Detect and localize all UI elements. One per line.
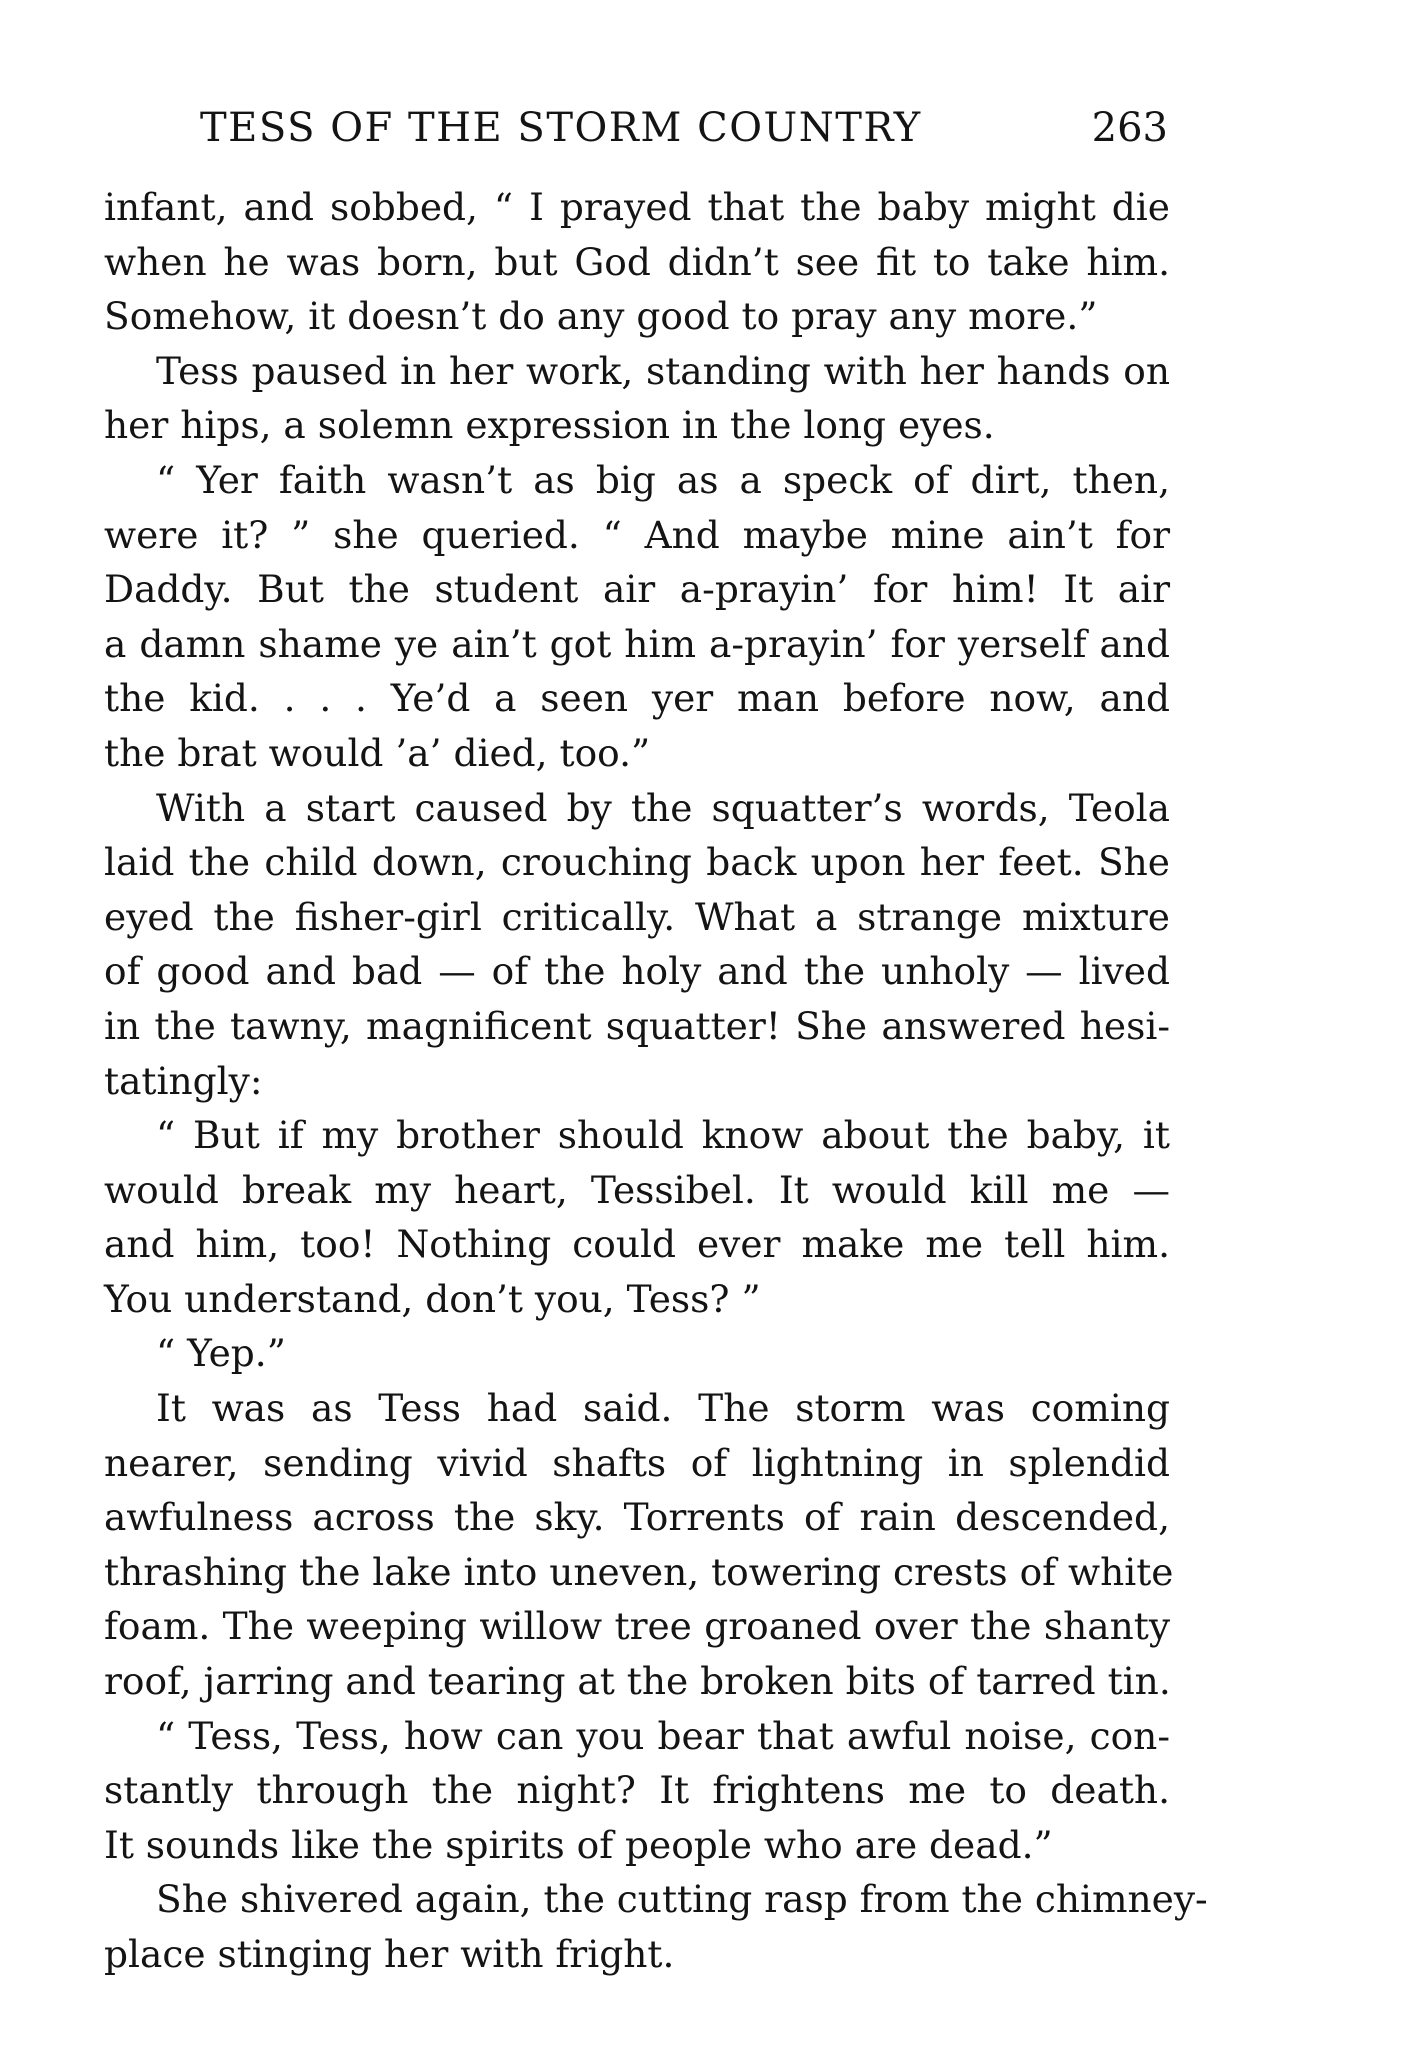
text-line: Somehow, it doesn’t do any good to pray any more.” [104,294,1098,339]
text-line: She shivered again, the cutting rasp from the chimney- [156,1877,1208,1922]
text-line: “ Yep.” [156,1331,286,1376]
running-head [200,98,1168,158]
running-title: TESS OF THE STORM COUNTRY [200,105,922,151]
page-number: 263 [1091,105,1168,151]
text-line: laid the child down, crouching back upon her feet. She [104,840,1170,885]
text-line: Daddy. But the student air a-prayin’ for him! It air [104,567,1170,612]
text-line: would break my heart, Tessibel. It would kill me — [104,1167,1170,1212]
text-line: stantly through the night? It frightens me to death. [104,1768,1170,1813]
text-line: the brat would ’a’ died, too.” [104,730,651,775]
text-line: “ Yer faith wasn’t as big as a speck of dirt, then, [156,457,1170,502]
text-line: tatingly: [104,1058,263,1103]
text-line: her hips, a solemn expression in the long eyes. [104,403,995,448]
text-line: awfulness across the sky. Torrents of rain descended, [104,1495,1170,1540]
text-line: eyed the fisher-girl critically. What a strange mixture [104,894,1170,939]
text-line: when he was born, but God didn’t see fit to take him. [104,239,1170,284]
body-text [104,180,1208,1982]
text-line: foam. The weeping willow tree groaned over the shanty [104,1604,1170,1649]
text-line: roof, jarring and tearing at the broken bits of tarred tin. [104,1659,1171,1704]
text-line: of good and bad — of the holy and the unholy — lived [104,949,1170,994]
text-line: It sounds like the spirits of people who are dead.” [104,1822,1053,1867]
text-line: It was as Tess had said. The storm was coming [156,1386,1170,1431]
text-line: place stinging her with fright. [104,1932,675,1976]
text-line: and him, too! Nothing could ever make me tell him. [104,1222,1170,1267]
text-line: Tess paused in her work, standing with her hands on [156,348,1170,393]
text-line: thrashing the lake into uneven, towering crests of white [104,1549,1174,1594]
text-line: in the tawny, magnificent squatter! She answered hesi- [104,1003,1170,1048]
text-line: With a start caused by the squatter’s words, Teola [156,785,1170,830]
text-line: You understand, don’t you, Tess? ” [104,1276,761,1321]
text-line: infant, and sobbed, “ I prayed that the baby might die [104,185,1170,229]
text-line: were it? ” she queried. “ And maybe mine ain’t for [104,512,1170,557]
text-line: the kid. . . . Ye’d a seen yer man before now, and [104,676,1170,721]
text-line: a damn shame ye ain’t got him a-prayin’ for yerself and [104,621,1170,666]
text-line: “ But if my brother should know about the baby, it [156,1113,1170,1158]
text-line: “ Tess, Tess, how can you bear that awful noise, con- [156,1713,1170,1758]
text-line: nearer, sending vivid shafts of lightning in splendid [104,1440,1170,1485]
